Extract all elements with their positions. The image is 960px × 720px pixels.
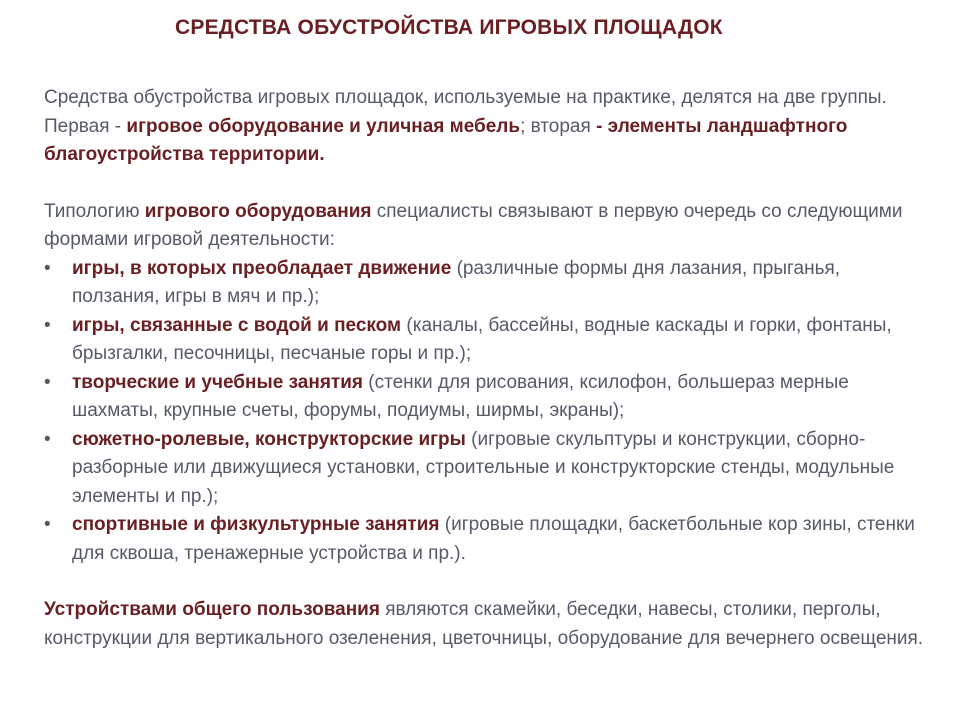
- list-item-bold: творческие и учебные занятия: [72, 371, 363, 393]
- list-item: [44, 369, 930, 426]
- intro-bold-1: игровое оборудование и уличная мебель: [126, 115, 521, 137]
- intro-bold-2: - элементы ландшафтного благоустройства территории.: [44, 115, 848, 165]
- list-item-bold: игры, связанные с водой и песком: [72, 314, 402, 336]
- list-item: [44, 312, 930, 369]
- list-item-bold: спортивные и физкультурные занятия: [72, 514, 440, 535]
- common-use-bold: Устройствами общего пользования: [44, 599, 380, 620]
- bullet-icon: •: [44, 428, 51, 450]
- list-item-text: (игровые скульптуры и конструкции, сборно-разборные или движущиеся установки, строительные и конструкторские стенды, модульные элементы и пр.);: [72, 428, 895, 507]
- intro-paragraph: [44, 84, 930, 170]
- common-use-paragraph: [44, 596, 930, 653]
- paragraph-spacer: [44, 170, 930, 198]
- typology-bold: игрового оборудования: [144, 200, 372, 222]
- bullet-icon: •: [44, 371, 51, 393]
- list-item-text: (различные формы дня лазания, прыганья, ползания, игры в мяч и пр.);: [72, 257, 841, 307]
- list-item: [44, 255, 930, 312]
- list-item-text: (стенки для рисования, ксилофон, большераз мерные шахматы, крупные счеты, форумы, подиумы, ширмы, экраны);: [72, 371, 849, 421]
- slide-body: [44, 84, 930, 653]
- paragraph-spacer: [44, 568, 930, 596]
- list-item-text: (игровые площадки, баскетбольные кор зины, стенки для сквоша, тренажерные устройства и пр.).: [72, 514, 915, 564]
- intro-text-1: Средства обустройства игровых площадок, используемые на практике, делятся на две группы. Первая -: [44, 87, 887, 137]
- list-item: [44, 511, 930, 568]
- typology-paragraph: [44, 198, 930, 255]
- typology-text-1: Типологию: [44, 200, 145, 222]
- bullet-icon: •: [44, 314, 51, 336]
- list-item-bold: сюжетно-ролевые, конструкторские игры: [72, 428, 466, 450]
- common-use-text: являются скамейки, беседки, навесы, столики, перголы, конструкции для вертикального озеленения, цветочницы, оборудование для вечернего освещения.: [44, 599, 924, 649]
- activity-list: [44, 255, 930, 569]
- list-item-bold: игры, в которых преобладает движение: [72, 257, 452, 279]
- intro-text-2: ; вторая: [520, 115, 597, 137]
- typology-text-2: специалисты связывают в первую очередь со следующими формами игровой деятельности:: [44, 200, 903, 250]
- bullet-icon: •: [44, 514, 51, 535]
- list-item-text: (каналы, бассейны, водные каскады и горки, фонтаны, брызгалки, песочницы, песчаные горы и пр.);: [72, 314, 892, 364]
- list-item: [44, 426, 930, 512]
- bullet-icon: •: [44, 257, 51, 279]
- slide-title: СРЕДСТВА ОБУСТРОЙСТВА ИГРОВЫХ ПЛОЩАДОК: [175, 16, 723, 39]
